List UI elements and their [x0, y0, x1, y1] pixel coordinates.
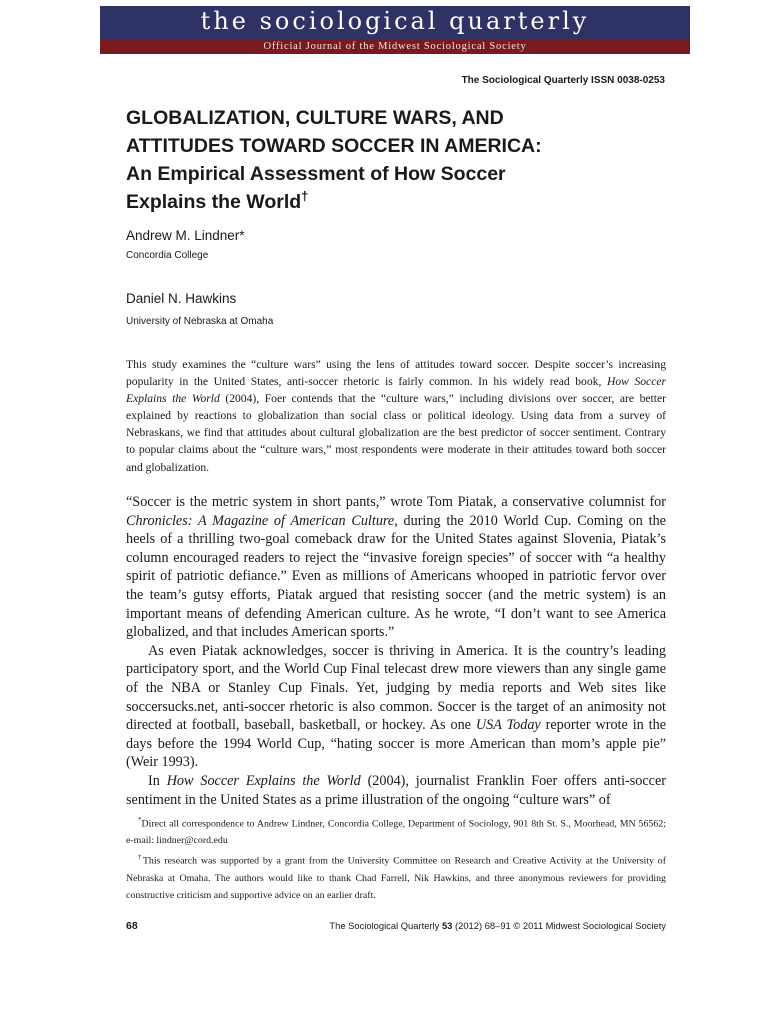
- paragraph-text: reporter wrote in the days before the 1994 World Cup, “hating soccer is more American than mom’s apple pie” (Weir 1993).: [126, 717, 666, 771]
- journal-masthead: [100, 6, 690, 54]
- paragraph-3: [126, 772, 666, 809]
- footnote-2: [126, 849, 666, 904]
- journal-name: the sociological quarterly: [100, 6, 690, 39]
- book-title: How Soccer Explains the World: [166, 772, 361, 789]
- title-dagger: †: [301, 188, 309, 204]
- magazine-title: Chronicles: A Magazine of American Culture: [126, 512, 395, 529]
- footnote-text: This research was supported by a grant from the University Committee on Research and Creative Activity at the University of Nebraska at Omaha. The authors would like to thank Chad Farrell, Nik Hawkins, and three anonymous reviewers for providing constructive criticism and supportive advice on an earlier draft.: [126, 855, 666, 901]
- footnote-mark: †: [138, 853, 143, 862]
- paragraph-text: (2004), journalist Franklin Foer offers anti-soccer sentiment in the United States as a prime illustration of the ongoing “culture wars” of: [126, 772, 666, 808]
- issn-line: The Sociological Quarterly ISSN 0038-0253: [461, 75, 665, 86]
- newspaper-title: USA Today: [475, 717, 541, 734]
- paragraph-text: “Soccer is the metric system in short pants,” wrote Tom Piatak, a conservative columnist for: [126, 494, 666, 510]
- volume-number: 53: [441, 920, 453, 931]
- paragraph-text: In: [148, 772, 167, 789]
- footnotes: [126, 812, 666, 904]
- paragraph-1: [126, 493, 666, 642]
- page-number: 68: [126, 920, 138, 932]
- paragraph-text: , during the 2010 World Cup. Coming on the heels of a thrilling two-goal comeback draw for the United States against Slovenia, Piatak’s column encouraged readers to reject the “invasive foreign species” of soccer with “a healthy spirit of patriotic defiance.” Even as millions of Americans whooped in patriotic fervor over the team’s gutsy efforts, Piatak argued that resisting soccer (and the metric system) is an important means of defending American culture. As he wrote, “I don’t want to see America globalized, and that includes American sports.”: [126, 512, 666, 641]
- citation-text: (2012) 68–91 © 2011 Midwest Sociological Society: [452, 920, 666, 931]
- abstract-text: This study examines the “culture wars” using the lens of attitudes toward soccer. Despite soccer’s increasing popularity in the United States, anti-soccer rhetoric is fairly common. In his widely read book,: [126, 358, 666, 389]
- abstract: [126, 356, 666, 476]
- journal-subtitle: Official Journal of the Midwest Sociological Society: [100, 39, 690, 54]
- abstract-book-title: How Soccer Explains the World: [126, 375, 666, 406]
- title-line-1: GLOBALIZATION, CULTURE WARS, AND: [126, 107, 504, 129]
- title-line-2: ATTITUDES TOWARD SOCCER IN AMERICA:: [126, 135, 542, 157]
- citation-text: The Sociological Quarterly: [329, 920, 442, 931]
- article-body: [126, 493, 666, 809]
- abstract-text-cont: (2004), Foer contends that the “culture wars,” including divisions over soccer, are better explained by reactions to globalization than social class or political ideology. Using data from a survey of Nebraskans, we find that attitudes about cultural globalization are the best predictor of soccer sentiment. Contrary to popular claims about the “culture wars,” most respondents were moderate in their attitudes toward both soccer and globalization.: [126, 392, 667, 474]
- author-2-name: Daniel N. Hawkins: [126, 291, 237, 306]
- author-1-name: Andrew M. Lindner*: [126, 228, 245, 243]
- article-title: [126, 104, 666, 216]
- author-2-affiliation: University of Nebraska at Omaha: [126, 316, 274, 327]
- footnote-mark: *: [138, 816, 142, 824]
- title-line-3: An Empirical Assessment of How Soccer: [126, 163, 506, 185]
- author-1-affiliation: Concordia College: [126, 250, 209, 261]
- title-line-4: Explains the World: [126, 191, 302, 213]
- paragraph-2: [126, 642, 666, 772]
- footnote-text: Direct all correspondence to Andrew Lindner, Concordia College, Department of Sociology, 901 8th St. S., Moorhead, MN 56562; e-mail: lindner@cord.edu: [126, 818, 666, 847]
- journal-citation: [329, 920, 666, 931]
- footnote-1: [126, 812, 666, 849]
- paragraph-text: As even Piatak acknowledges, soccer is thriving in America. It is the country’s leading participatory sport, and the World Cup Final telecast drew more viewers than any single game of the NBA or Stanley Cup Finals. Yet, judging by media reports and Web sites like soccersucks.net, anti-soccer rhetoric is also common. Soccer is the target of an animosity not directed at football, baseball, basketball, or hockey. As one: [126, 642, 666, 734]
